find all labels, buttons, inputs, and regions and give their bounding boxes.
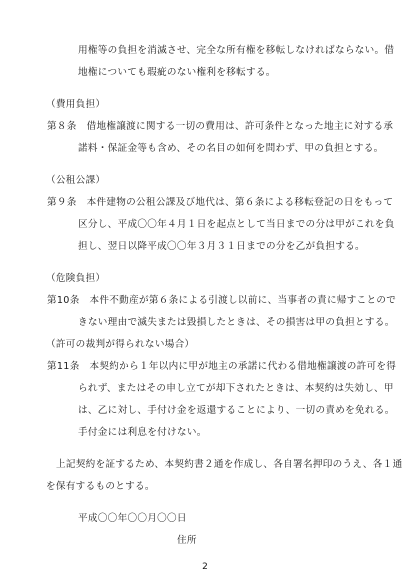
- article-text: きない理由で滅失または毀損したときは、その損害は甲の負担とする。: [78, 317, 395, 328]
- article-text: 第９条 本件建物の公租公課及び地代は、第６条による移転登記の日をもって: [47, 197, 394, 208]
- section-heading: （費用負担）: [46, 99, 106, 110]
- page-number: 2: [202, 562, 208, 572]
- text-line: 用権等の負担を消滅させ、完全な所有権を移転しなければならない。借: [78, 45, 395, 56]
- section-heading: （許可の裁判が得られない場合）: [46, 339, 195, 350]
- article-text: は、乙に対し、手付け金を返還することにより、一切の責めを免れる。: [78, 405, 395, 416]
- address-label: 住所: [177, 535, 197, 546]
- text-line: 地権についても瑕疵のない権利を移転する。: [78, 67, 276, 78]
- article-text: 諾料・保証金等も含め、その名目の如何を問わず、甲の負担とする。: [78, 143, 384, 154]
- closing-text: を保有するものとする。: [46, 481, 155, 492]
- contract-date: 平成〇〇年〇〇月〇〇日: [78, 513, 187, 524]
- article-text: 第８条 借地権譲渡に関する一切の費用は、許可条件となった地主に対する承: [47, 121, 394, 132]
- article-text: 区分し、平成〇〇年４月１日を起点として当日までの分は甲がこれを負: [78, 219, 395, 230]
- article-text: 第11条 本契約から１年以内に甲が地主の承諾に代わる借地権譲渡の許可を得: [47, 361, 397, 372]
- closing-text: 上記契約を証するため、本契約書２通を作成し、各自署名押印のうえ、各１通: [56, 459, 403, 470]
- section-heading: （危険負担）: [46, 273, 106, 284]
- article-text: られず、またはその申し立てが却下されたときは、本契約は失効し、甲: [78, 383, 394, 394]
- article-text: 手付金には利息を付けない。: [78, 427, 207, 438]
- article-text: 担し、翌日以降平成〇〇年３月３１日までの分を乙が負担する。: [78, 241, 365, 252]
- article-text: 第10条 本件不動産が第６条による引渡し以前に、当事者の責に帰すことので: [47, 295, 397, 306]
- section-heading: （公租公課）: [46, 175, 106, 186]
